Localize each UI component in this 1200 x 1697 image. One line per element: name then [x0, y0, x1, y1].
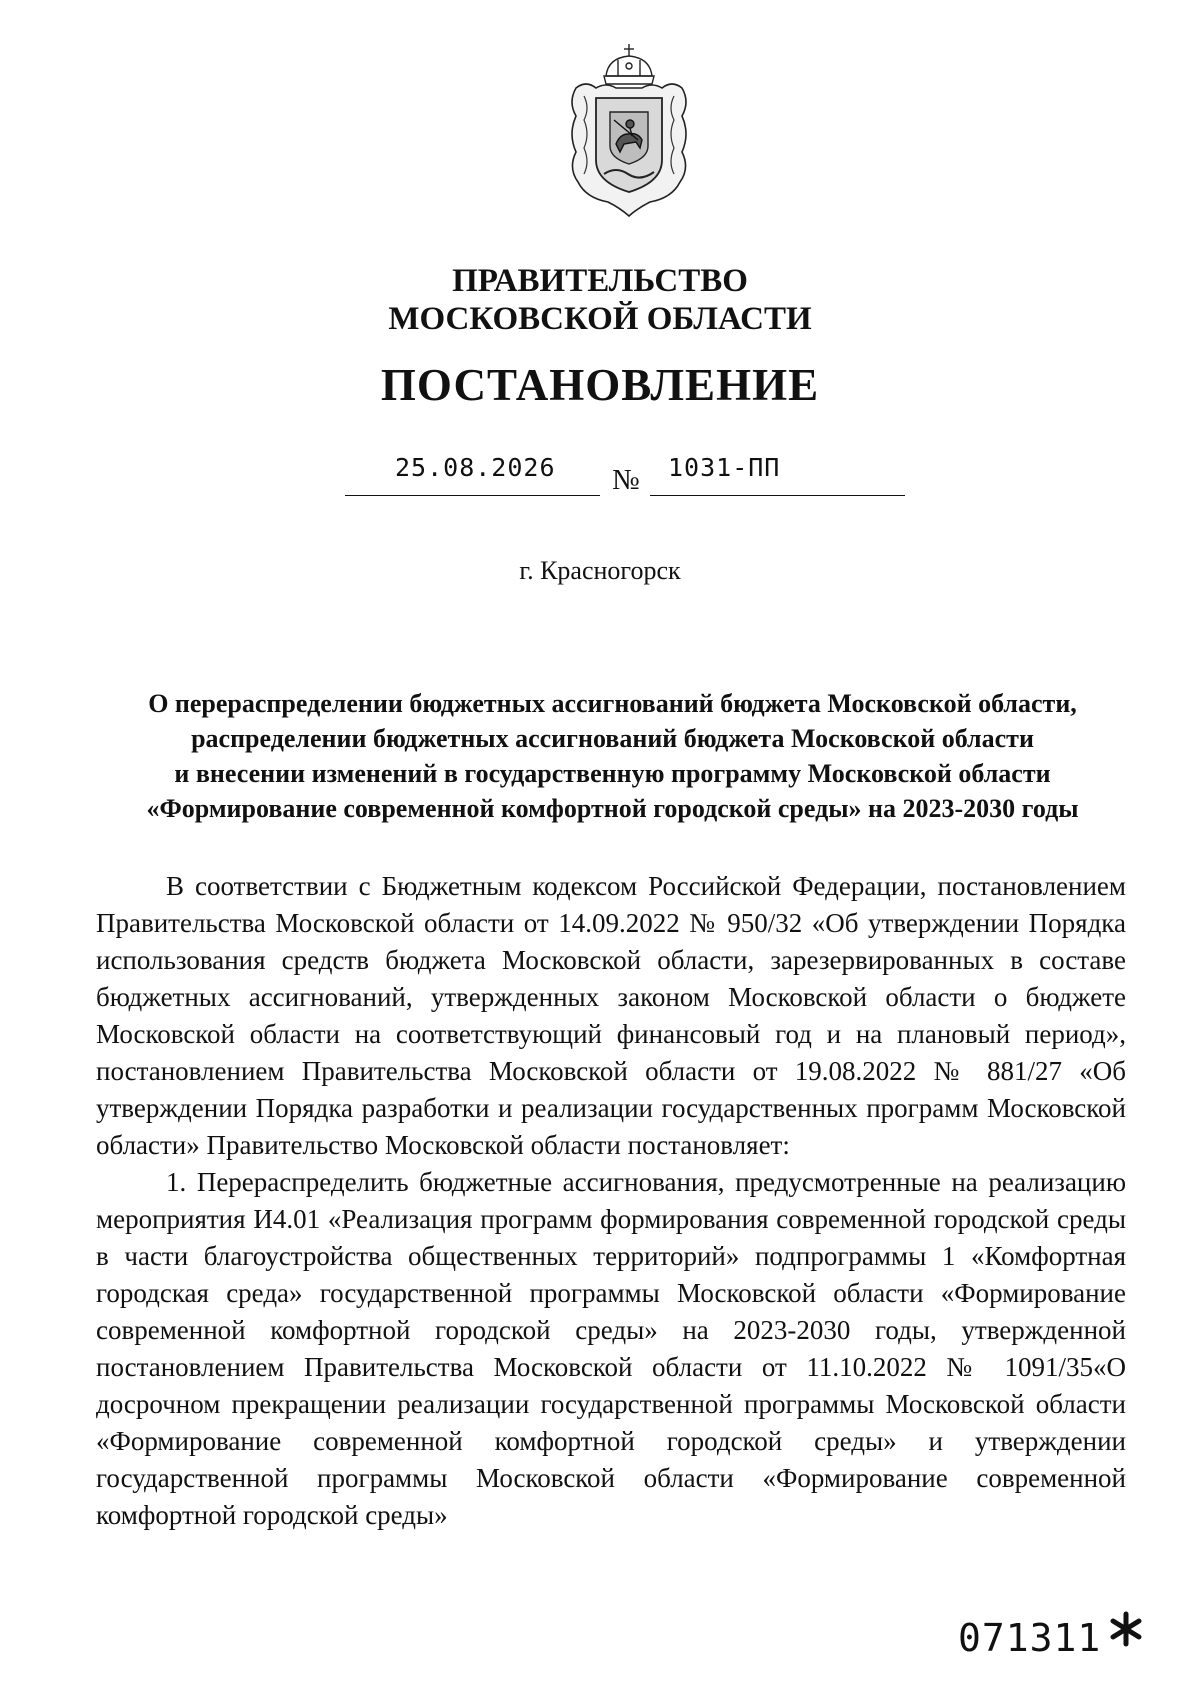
form-serial-number: 071311 [958, 1616, 1102, 1660]
title-line: распределении бюджетных ассигнований бюджета Московской области [191, 724, 1034, 753]
document-date: 25.08.2026 [395, 453, 556, 482]
title-line: О перераспределении бюджетных ассигнований бюджета Московской области, [148, 689, 1077, 718]
number-underline [650, 494, 905, 496]
document-type: ПОСТАНОВЛЕНИЕ [380, 360, 820, 410]
date-underline [345, 494, 600, 496]
document-body [96, 868, 1126, 1534]
title-line: и внесении изменений в государственную программу Московской области [174, 759, 1051, 788]
organization-name-line2: МОСКОВСКОЙ ОБЛАСТИ [388, 301, 812, 337]
organization-name-line1: ПРАВИТЕЛЬСТВО [452, 263, 748, 299]
number-sign: № [612, 464, 640, 496]
asterisk-icon [1108, 1611, 1144, 1647]
body-paragraph: 1. Перераспределить бюджетные ассигнования, предусмотренные на реализацию мероприятия И4.01 «Реализация программ формирования современной городской среды в части благоустройства общественных территорий» подпрограммы 1 «Комфортная городская среда» государственной программы Московской области «Формирование современной комфортной городской среды» на 2023-2030 годы, утвержденной постановлением Правительства Московской области от 11.10.2022 № 1091/35«О досрочном прекращении реализации государственной программы Московской области «Формирование современной комфортной городской среды» и утверждении государственной программы Московской области «Формирование современной комфортной городской среды» [96, 1167, 1126, 1530]
document-title [90, 686, 1135, 826]
title-line: «Формирование современной комфортной городской среды» на 2023-2030 годы [146, 794, 1079, 823]
organization-name [0, 262, 1200, 338]
coat-of-arms-icon [566, 42, 692, 218]
body-paragraph: В соответствии с Бюджетным кодексом Российской Федерации, постановлением Правительства Московской области от 14.09.2022 № 950/32 «Об утверждении Порядка использования средств бюджета Московской области, зарезервированных в составе бюджетных ассигнований, утвержденных законом Московской области о бюджете Московской области на соответствующий финансовый год и на плановый период», постановлением Правительства Московской области от 19.08.2022 № 881/27 «Об утверждении Порядка разработки и реализации государственных программ Московской области» Правительство Московской области постановляет: [96, 871, 1126, 1160]
city: г. Красногорск [519, 556, 681, 585]
document-number: 1031-ПП [668, 453, 781, 482]
